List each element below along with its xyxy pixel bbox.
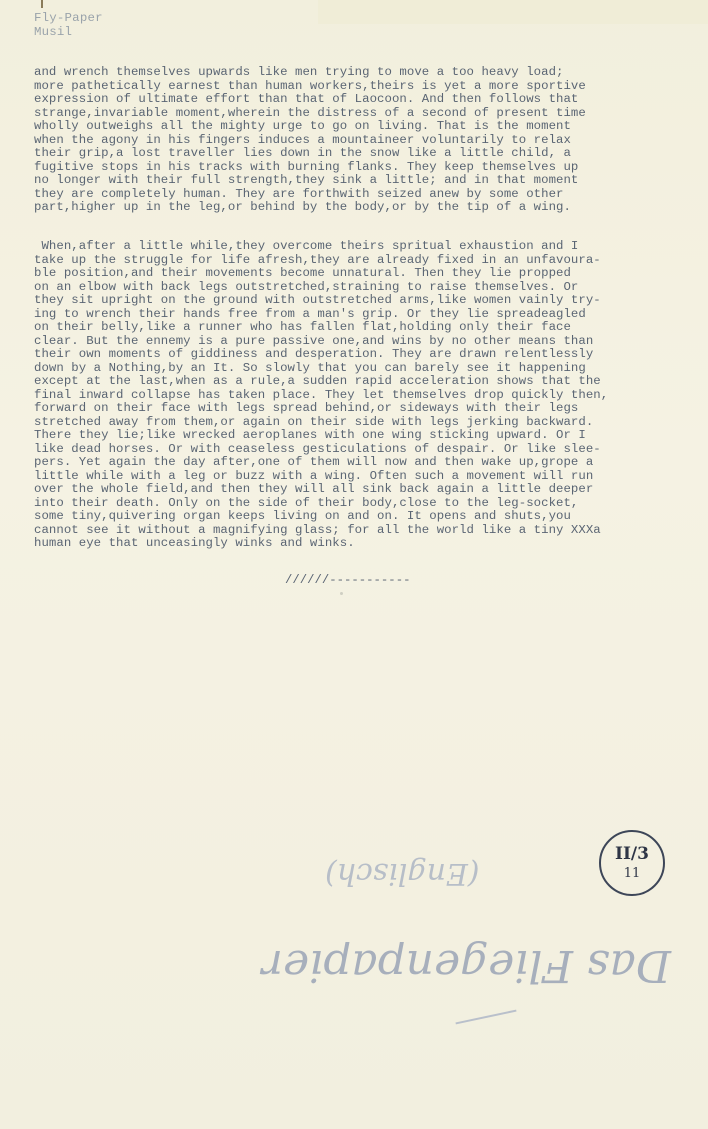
text-line: on an elbow with back legs outstretched,straining to raise themselves. Or: [34, 279, 579, 294]
text-line: their grip,a lost traveller lies down in the snow like a little child, a: [34, 146, 571, 160]
stamp-reference: II/3: [615, 844, 649, 864]
text-line: wholly outweighs all the mighty urge to go on living. That is the moment: [34, 119, 571, 133]
text-line: fugitive stops in his tracks with burning flanks. They keep themselves up: [34, 159, 579, 174]
handwritten-note-small: (Englisch): [325, 856, 480, 891]
text-line: ble position,and their movements become unnatural. Then they lie propped: [34, 266, 571, 280]
handwritten-title: Das Fliegenpapier: [262, 940, 672, 991]
text-line: cannot see it without a magnifying glass; for all the world like a tiny XXXa: [34, 522, 601, 537]
document-header: [34, 11, 103, 39]
paragraph-2: [34, 240, 608, 551]
paper-speck: [340, 592, 343, 595]
paper-strip: [318, 0, 708, 24]
text-line: some tiny,quivering organ keeps living on and on. It opens and shuts,you: [34, 509, 571, 523]
text-line: more pathetically earnest than human workers,theirs is yet a more sportive: [34, 78, 586, 93]
text-line: When,after a little while,they overcome theirs spritual exhaustion and I: [34, 239, 579, 253]
text-line: stretched away from them,or again on their side with legs jerking backward.: [34, 414, 594, 429]
stamp-number: 11: [623, 866, 641, 881]
text-line: final inward collapse has taken place. They let themselves drop quickly then,: [34, 387, 609, 402]
text-line: they are completely human. They are forthwith seized anew by some other: [34, 186, 564, 201]
text-line: take up the struggle for life afresh,they are already fixed in an unfavoura-: [34, 252, 601, 267]
text-line: on their belly,like a runner who has fallen flat,holding only their face: [34, 320, 571, 334]
text-line: part,higher up in the leg,or behind by the body,or by the tip of a wing.: [34, 200, 571, 214]
handwritten-underline: [455, 1010, 516, 1025]
document-title: Fly-Paper: [34, 11, 103, 25]
text-line: their own moments of giddiness and desperation. They are drawn relentlessly: [34, 347, 594, 361]
paragraph-1: [34, 66, 586, 215]
text-line: forward on their face with legs spread behind,or sideways with their legs: [34, 401, 579, 415]
text-line: There they lie;like wrecked aeroplanes with one wing sticking upward. Or I: [34, 428, 586, 442]
text-line: and wrench themselves upwards like men trying to move a too heavy load;: [34, 65, 564, 79]
text-line: clear. But the ennemy is a pure passive one,and wins by no other means than: [34, 333, 594, 348]
text-line: little while with a leg or buzz with a wing. Often such a movement will run: [34, 468, 594, 483]
section-separator: //////-----------: [285, 573, 411, 587]
text-line: strange,invariable moment,wherein the distress of a second of present time: [34, 105, 586, 120]
archive-stamp: [599, 830, 665, 896]
text-line: expression of ultimate effort than that of Laocoon. And then follows that: [34, 92, 579, 106]
text-line: except at the last,when as a rule,a sudden rapid acceleration shows that the: [34, 374, 601, 388]
text-line: no longer with their full strength,they sink a little; and in that moment: [34, 173, 579, 187]
text-line: down by a Nothing,by an It. So slowly that you can barely see it happening: [34, 360, 586, 375]
text-line: when the agony in his fingers induces a mountaineer voluntarily to relax: [34, 132, 571, 147]
text-line: like dead horses. Or with ceaseless gesticulations of despair. Or like slee-: [34, 441, 601, 456]
text-line: over the whole field,and then they will all sink back again a little deeper: [34, 482, 594, 496]
text-line: into their death. Only on the side of their body,close to the leg-socket,: [34, 495, 579, 510]
text-line: pers. Yet again the day after,one of them will now and then wake up,grope a: [34, 455, 594, 469]
text-line: they sit upright on the ground with outstretched arms,like women vainly try-: [34, 293, 601, 307]
document-author: Musil: [34, 25, 73, 39]
pin-mark: [41, 0, 43, 8]
text-line: ing to wrench their hands free from a man's grip. Or they lie spreadeagled: [34, 306, 586, 321]
text-line: human eye that unceasingly winks and winks.: [34, 536, 355, 550]
